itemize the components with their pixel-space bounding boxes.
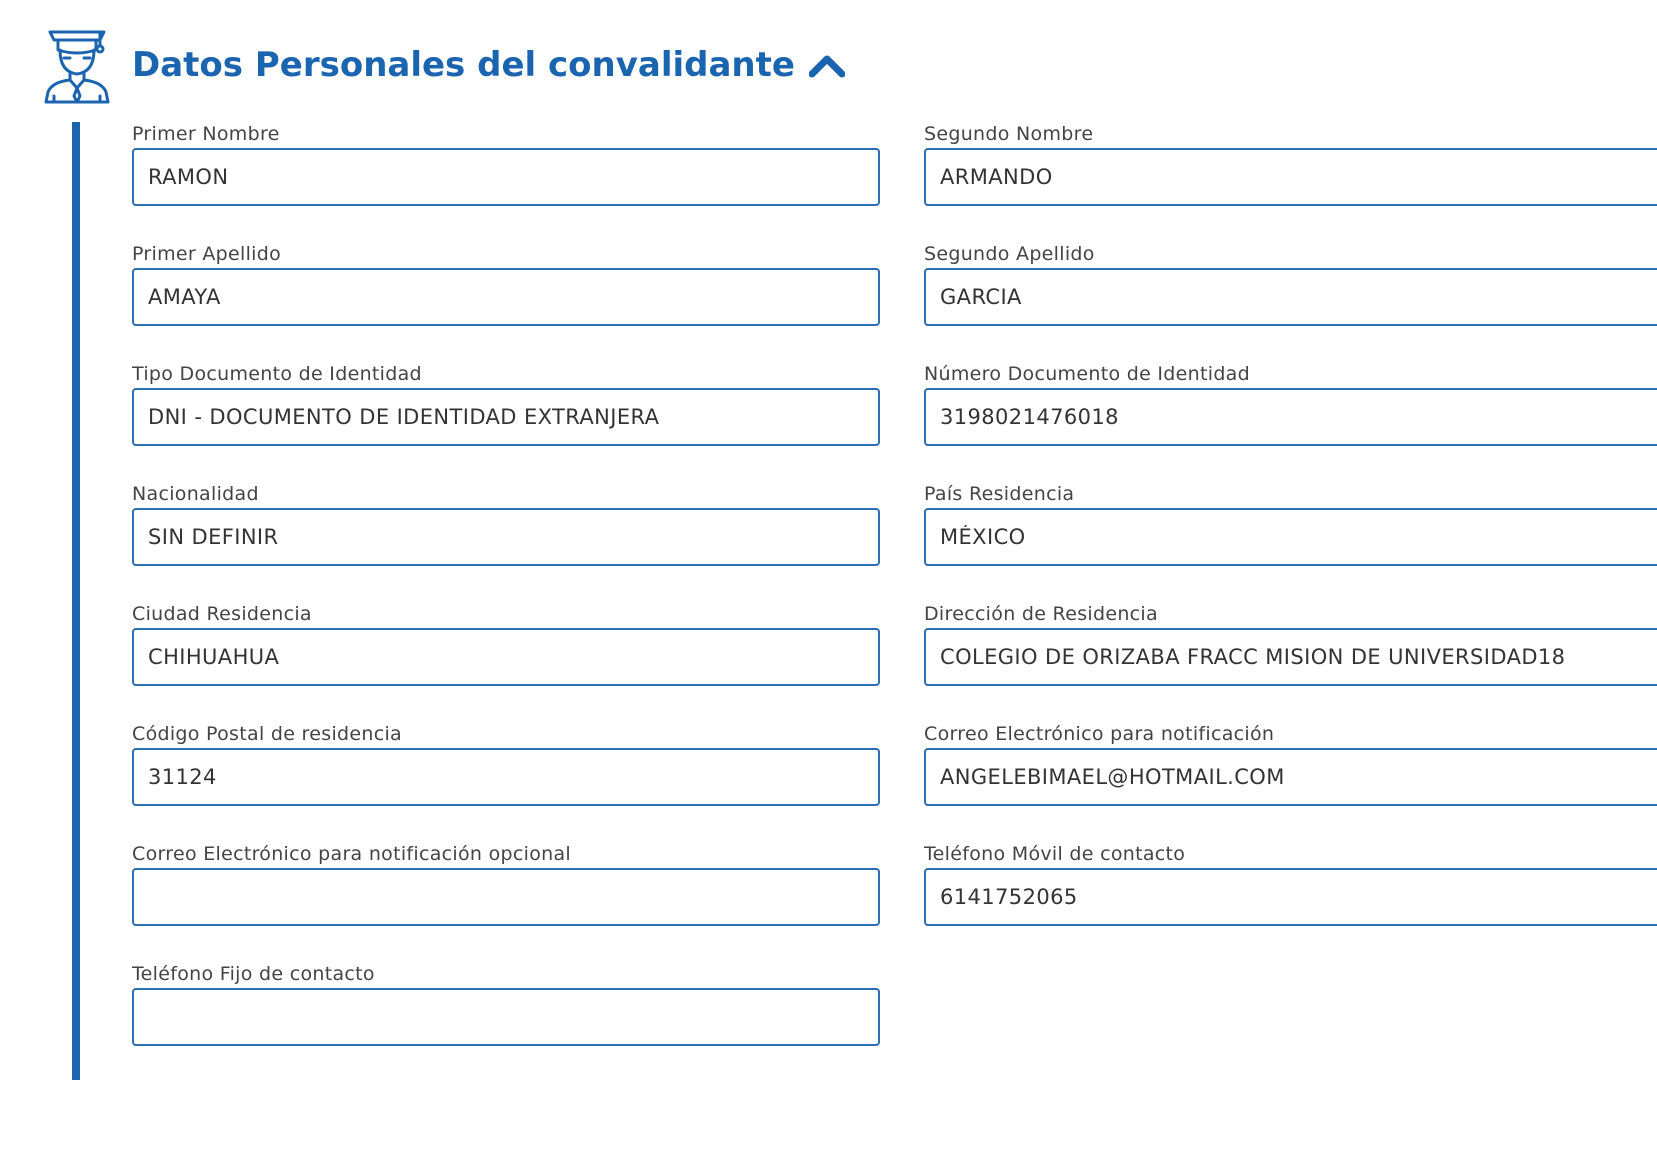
chevron-up-icon[interactable]: [809, 52, 845, 78]
telefono-fijo-input[interactable]: [132, 988, 880, 1046]
codigo-postal-input[interactable]: [132, 748, 880, 806]
ciudad-residencia-label: Ciudad Residencia: [132, 603, 312, 625]
field-primer-apellido: [132, 242, 880, 326]
field-segundo-nombre: [924, 122, 1657, 206]
numero-documento-input[interactable]: [924, 388, 1657, 446]
primer-apellido-input[interactable]: [132, 268, 880, 326]
nacionalidad-input[interactable]: [132, 508, 880, 566]
correo-notificacion-input[interactable]: [924, 748, 1657, 806]
field-codigo-postal: [132, 722, 880, 806]
pais-residencia-input[interactable]: [924, 508, 1657, 566]
field-correo-opcional: [132, 842, 880, 926]
direccion-residencia-input[interactable]: [924, 628, 1657, 686]
telefono-movil-label: Teléfono Móvil de contacto: [924, 843, 1186, 865]
telefono-fijo-label: Teléfono Fijo de contacto: [132, 963, 375, 985]
correo-opcional-label: Correo Electrónico para notificación opcional: [132, 843, 572, 865]
correo-opcional-input[interactable]: [132, 868, 880, 926]
segundo-nombre-input[interactable]: [924, 148, 1657, 206]
field-primer-nombre: [132, 122, 880, 206]
tipo-documento-input[interactable]: [132, 388, 880, 446]
primer-nombre-input[interactable]: [132, 148, 880, 206]
section-accent-rule: [72, 122, 80, 1080]
field-direccion-residencia: [924, 602, 1657, 686]
segundo-apellido-label: Segundo Apellido: [924, 243, 1095, 265]
tipo-documento-label: Tipo Documento de Identidad: [132, 363, 422, 385]
field-nacionalidad: [132, 482, 880, 566]
primer-nombre-label: Primer Nombre: [132, 123, 280, 145]
primer-apellido-label: Primer Apellido: [132, 243, 282, 265]
section-title: Datos Personales del convalidante: [132, 45, 795, 85]
field-numero-documento: [924, 362, 1657, 446]
field-correo-notificacion: [924, 722, 1657, 806]
segundo-apellido-input[interactable]: [924, 268, 1657, 326]
field-segundo-apellido: [924, 242, 1657, 326]
ciudad-residencia-input[interactable]: [132, 628, 880, 686]
numero-documento-label: Número Documento de Identidad: [924, 363, 1250, 385]
pais-residencia-label: País Residencia: [924, 483, 1075, 505]
field-tipo-documento: [132, 362, 880, 446]
field-telefono-fijo: [132, 962, 880, 1046]
telefono-movil-input[interactable]: [924, 868, 1657, 926]
nacionalidad-label: Nacionalidad: [132, 483, 259, 505]
field-ciudad-residencia: [132, 602, 880, 686]
correo-notificacion-label: Correo Electrónico para notificación: [924, 723, 1275, 745]
direccion-residencia-label: Dirección de Residencia: [924, 603, 1158, 625]
section-header-toggle[interactable]: [132, 40, 845, 90]
field-pais-residencia: [924, 482, 1657, 566]
segundo-nombre-label: Segundo Nombre: [924, 123, 1094, 145]
codigo-postal-label: Código Postal de residencia: [132, 723, 402, 745]
field-telefono-movil: [924, 842, 1657, 926]
graduate-user-icon: [44, 26, 110, 104]
